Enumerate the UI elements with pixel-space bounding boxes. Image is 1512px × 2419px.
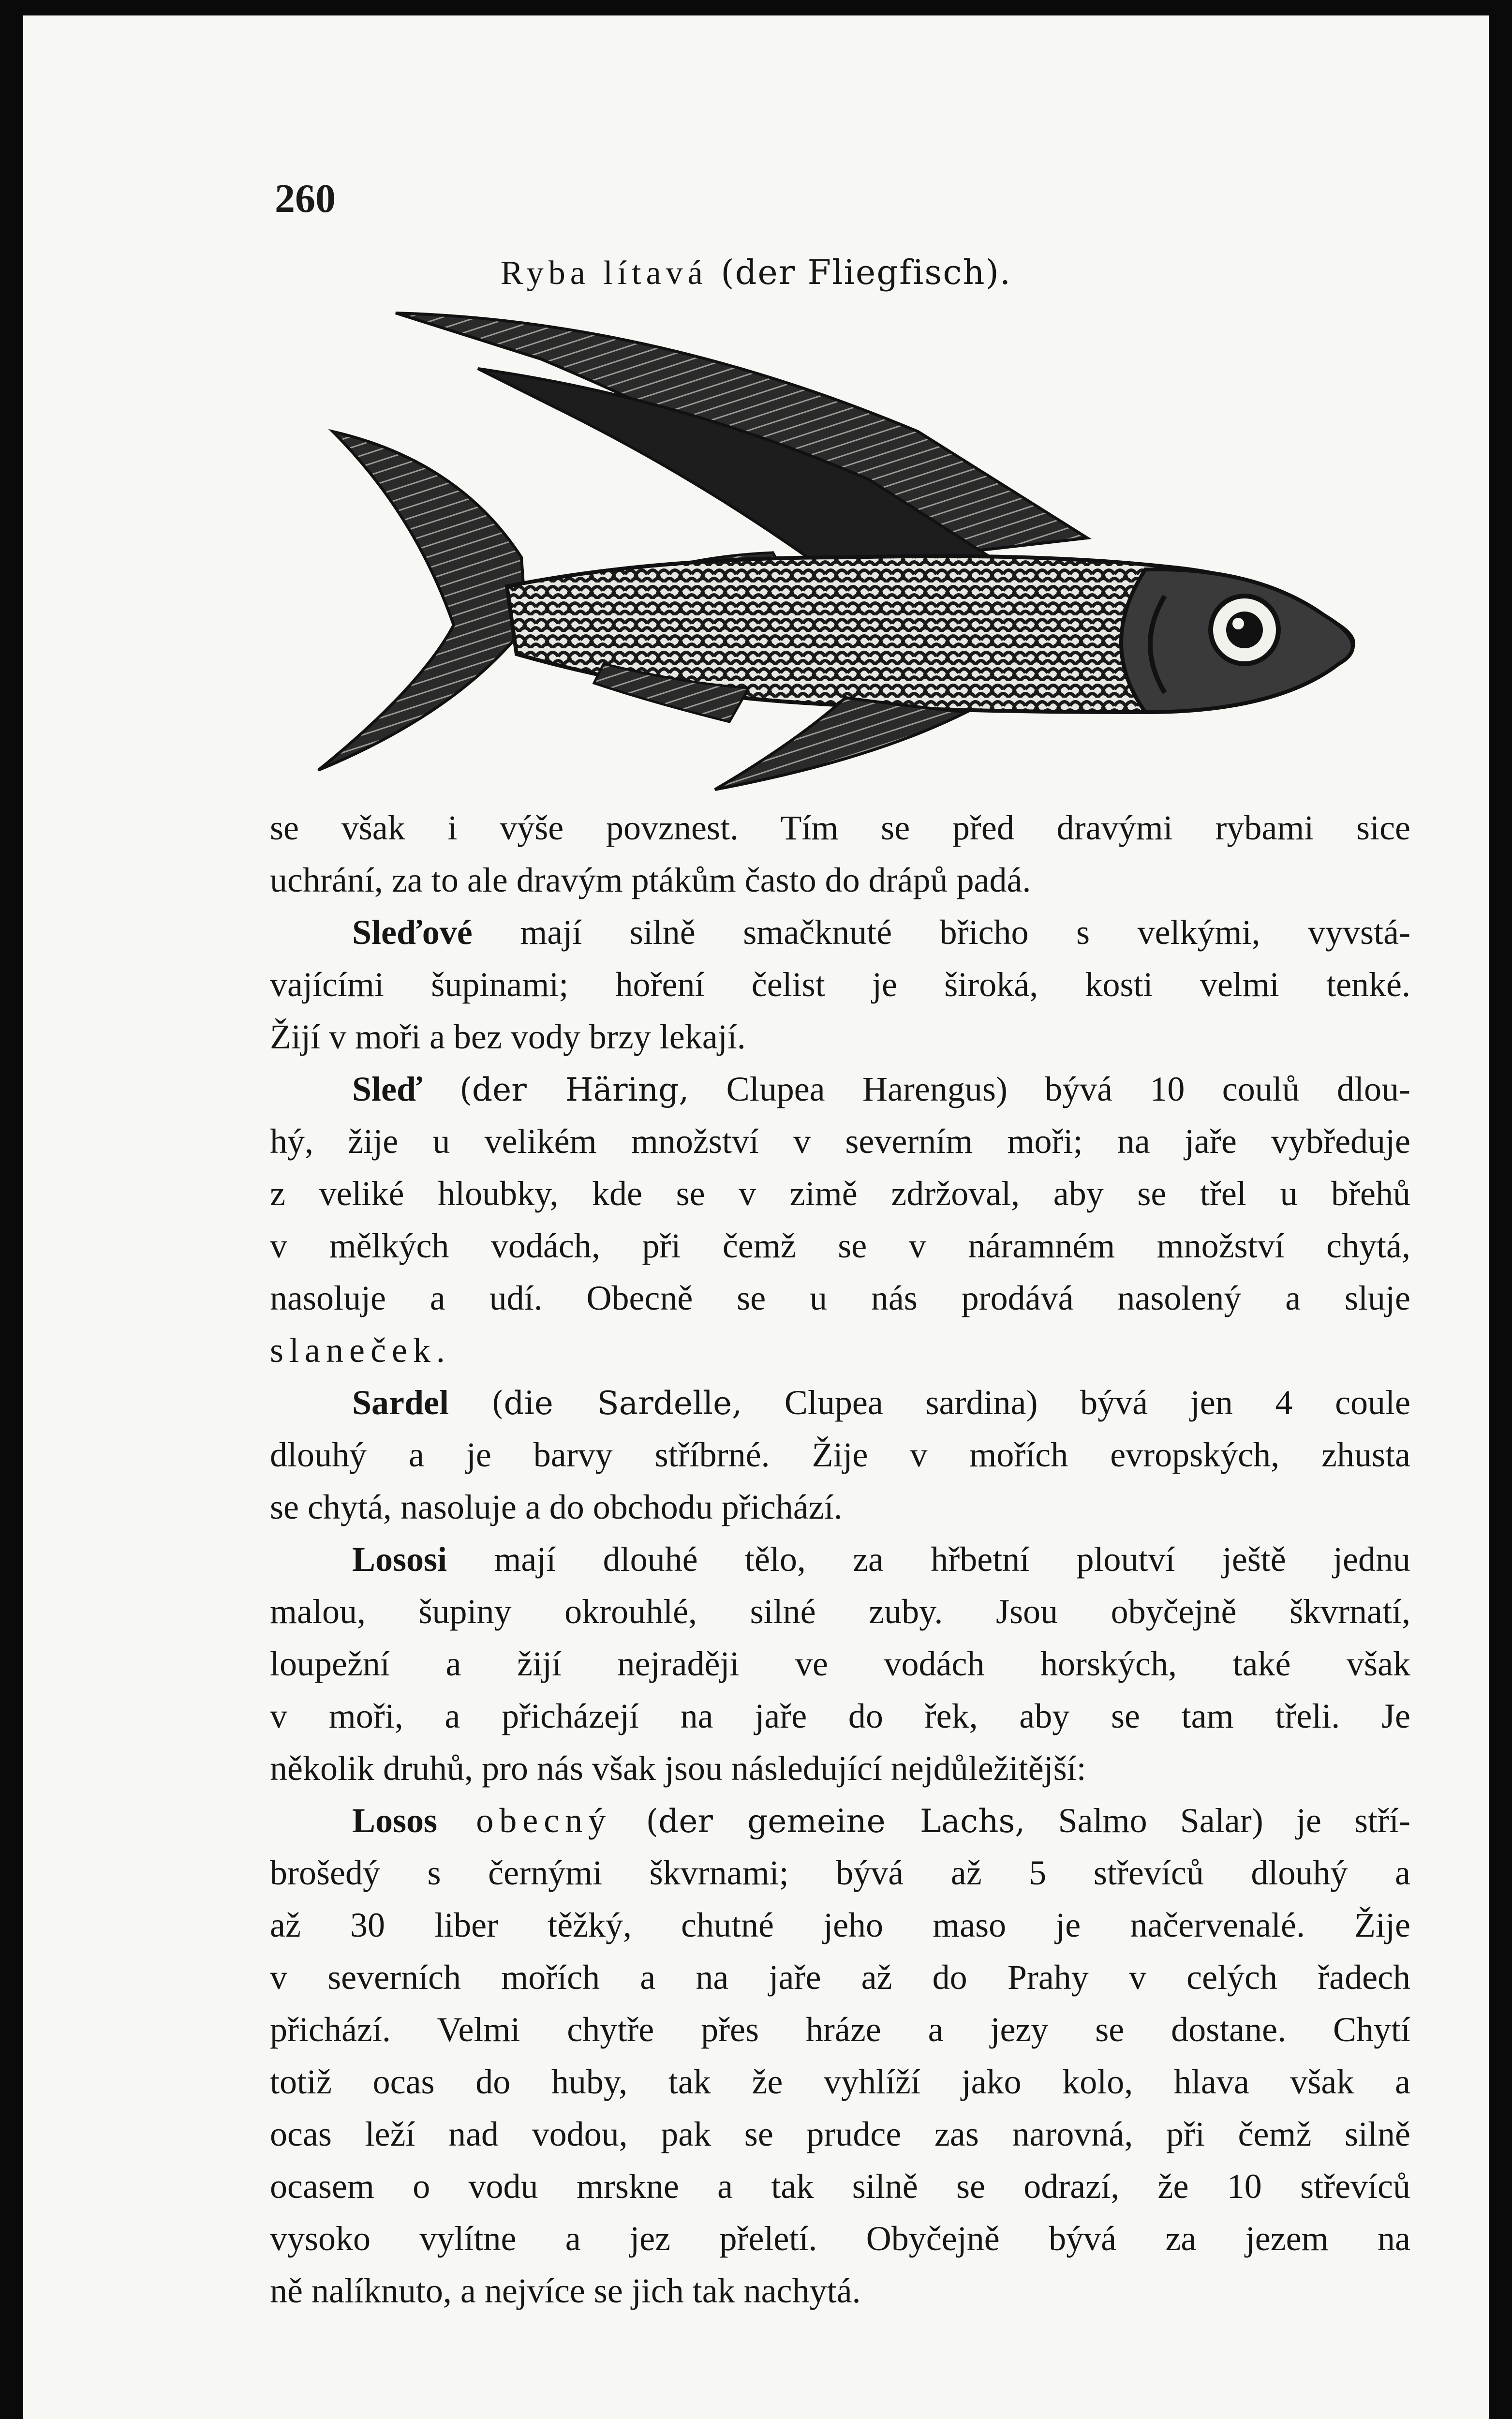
body-text [270, 802, 1410, 2317]
text-line: několik druhů, pro nás však jsou následující nejdůležitější: [270, 1749, 1086, 1788]
term-lososi: Lososi [352, 1540, 447, 1579]
text-line: se chytá, nasoluje a do obchodu přichází. [270, 1488, 843, 1526]
caption-title: Ryba lítavá [500, 254, 708, 292]
text-line: přichází. Velmi chytře přes hráze a jezy se dostane. Chytí [270, 2010, 1410, 2049]
text-line: nasoluje a udí. Obecně se u nás prodává nasolený a sluje [270, 1279, 1410, 1317]
text-line: vajícími šupinami; hoření čelist je široká, kosti velmi tenké. [270, 965, 1410, 1004]
text-line: Losos obecný (der gemeine Lachs, Salmo Salar) je stří- [352, 1801, 1410, 1840]
text-line: Žijí v moři a bez vody brzy lekají. [270, 1017, 746, 1056]
text-line: Sleď (der Häring, Clupea Harengus) bývá 10 coulů dlou- [352, 1070, 1410, 1108]
text-line: hý, žije u velikém množství v severním moři; na jaře vybředuje [270, 1122, 1410, 1161]
flying-fish-illustration [313, 286, 1402, 809]
text-line: brošedý s černými škvrnami; bývá až 5 střevíců dlouhý a [270, 1853, 1410, 1892]
text-line: z veliké hloubky, kde se v zimě zdržoval, aby se třel u břehů [270, 1174, 1410, 1213]
term-sardel: Sardel [352, 1383, 449, 1422]
text-line: loupežní a žijí nejraději ve vodách horských, také však [270, 1644, 1410, 1683]
text-line: Sleďové mají silně smačknuté břicho s velkými, vyvstá- [352, 913, 1410, 952]
text-line: Lososi mají dlouhé tělo, za hřbetní ploutví ještě jednu [352, 1540, 1410, 1579]
text-line: vysoko vylítne a jez přeletí. Obyčejně bývá za jezem na [270, 2219, 1410, 2258]
text-line: malou, šupiny okrouhlé, silné zuby. Jsou obyčejně škvrnatí, [270, 1592, 1410, 1631]
text-line: dlouhý a je barvy stříbrné. Žije v mořích evropských, zhusta [270, 1435, 1410, 1474]
page-number: 260 [275, 176, 336, 221]
tail-fin [318, 432, 526, 770]
text-line: v severních mořích a na jaře až do Prahy v celých řadech [270, 1958, 1410, 1997]
text-line: v mělkých vodách, při čemž se v náramném množství chytá, [270, 1226, 1410, 1265]
text-line: se však i výše povznest. Tím se před dravými rybami sice [270, 808, 1410, 847]
text-line: až 30 liber těžký, chutné jeho maso je načervenalé. Žije [270, 1906, 1410, 1944]
text-line: ně nalíknuto, a nejvíce se jich tak nachytá. [270, 2271, 861, 2310]
term-sledove: Sleďové [352, 913, 473, 952]
pelvic-fin [715, 698, 966, 790]
text-line: slaneček. [270, 1331, 451, 1370]
text-line: uchrání, za to ale dravým ptákům často do drápů padá. [270, 861, 1031, 899]
text-line: ocasem o vodu mrskne a tak silně se odrazí, že 10 střevíců [270, 2167, 1410, 2206]
text-line: ocas leží nad vodou, pak se prudce zas narovná, při čemž silně [270, 2115, 1410, 2153]
caption-german: (der Fliegfisch). [721, 253, 1012, 292]
text-line: v moři, a přicházejí na jaře do řek, aby se tam třeli. Je [270, 1697, 1410, 1735]
term-losos: Losos [352, 1801, 438, 1840]
book-page [23, 15, 1489, 2419]
text-line: totiž ocas do huby, tak že vyhlíží jako kolo, hlava však a [270, 2062, 1410, 2101]
term-sled: Sleď [352, 1070, 422, 1108]
text-line: Sardel (die Sardelle, Clupea sardina) bývá jen 4 coule [352, 1383, 1410, 1422]
